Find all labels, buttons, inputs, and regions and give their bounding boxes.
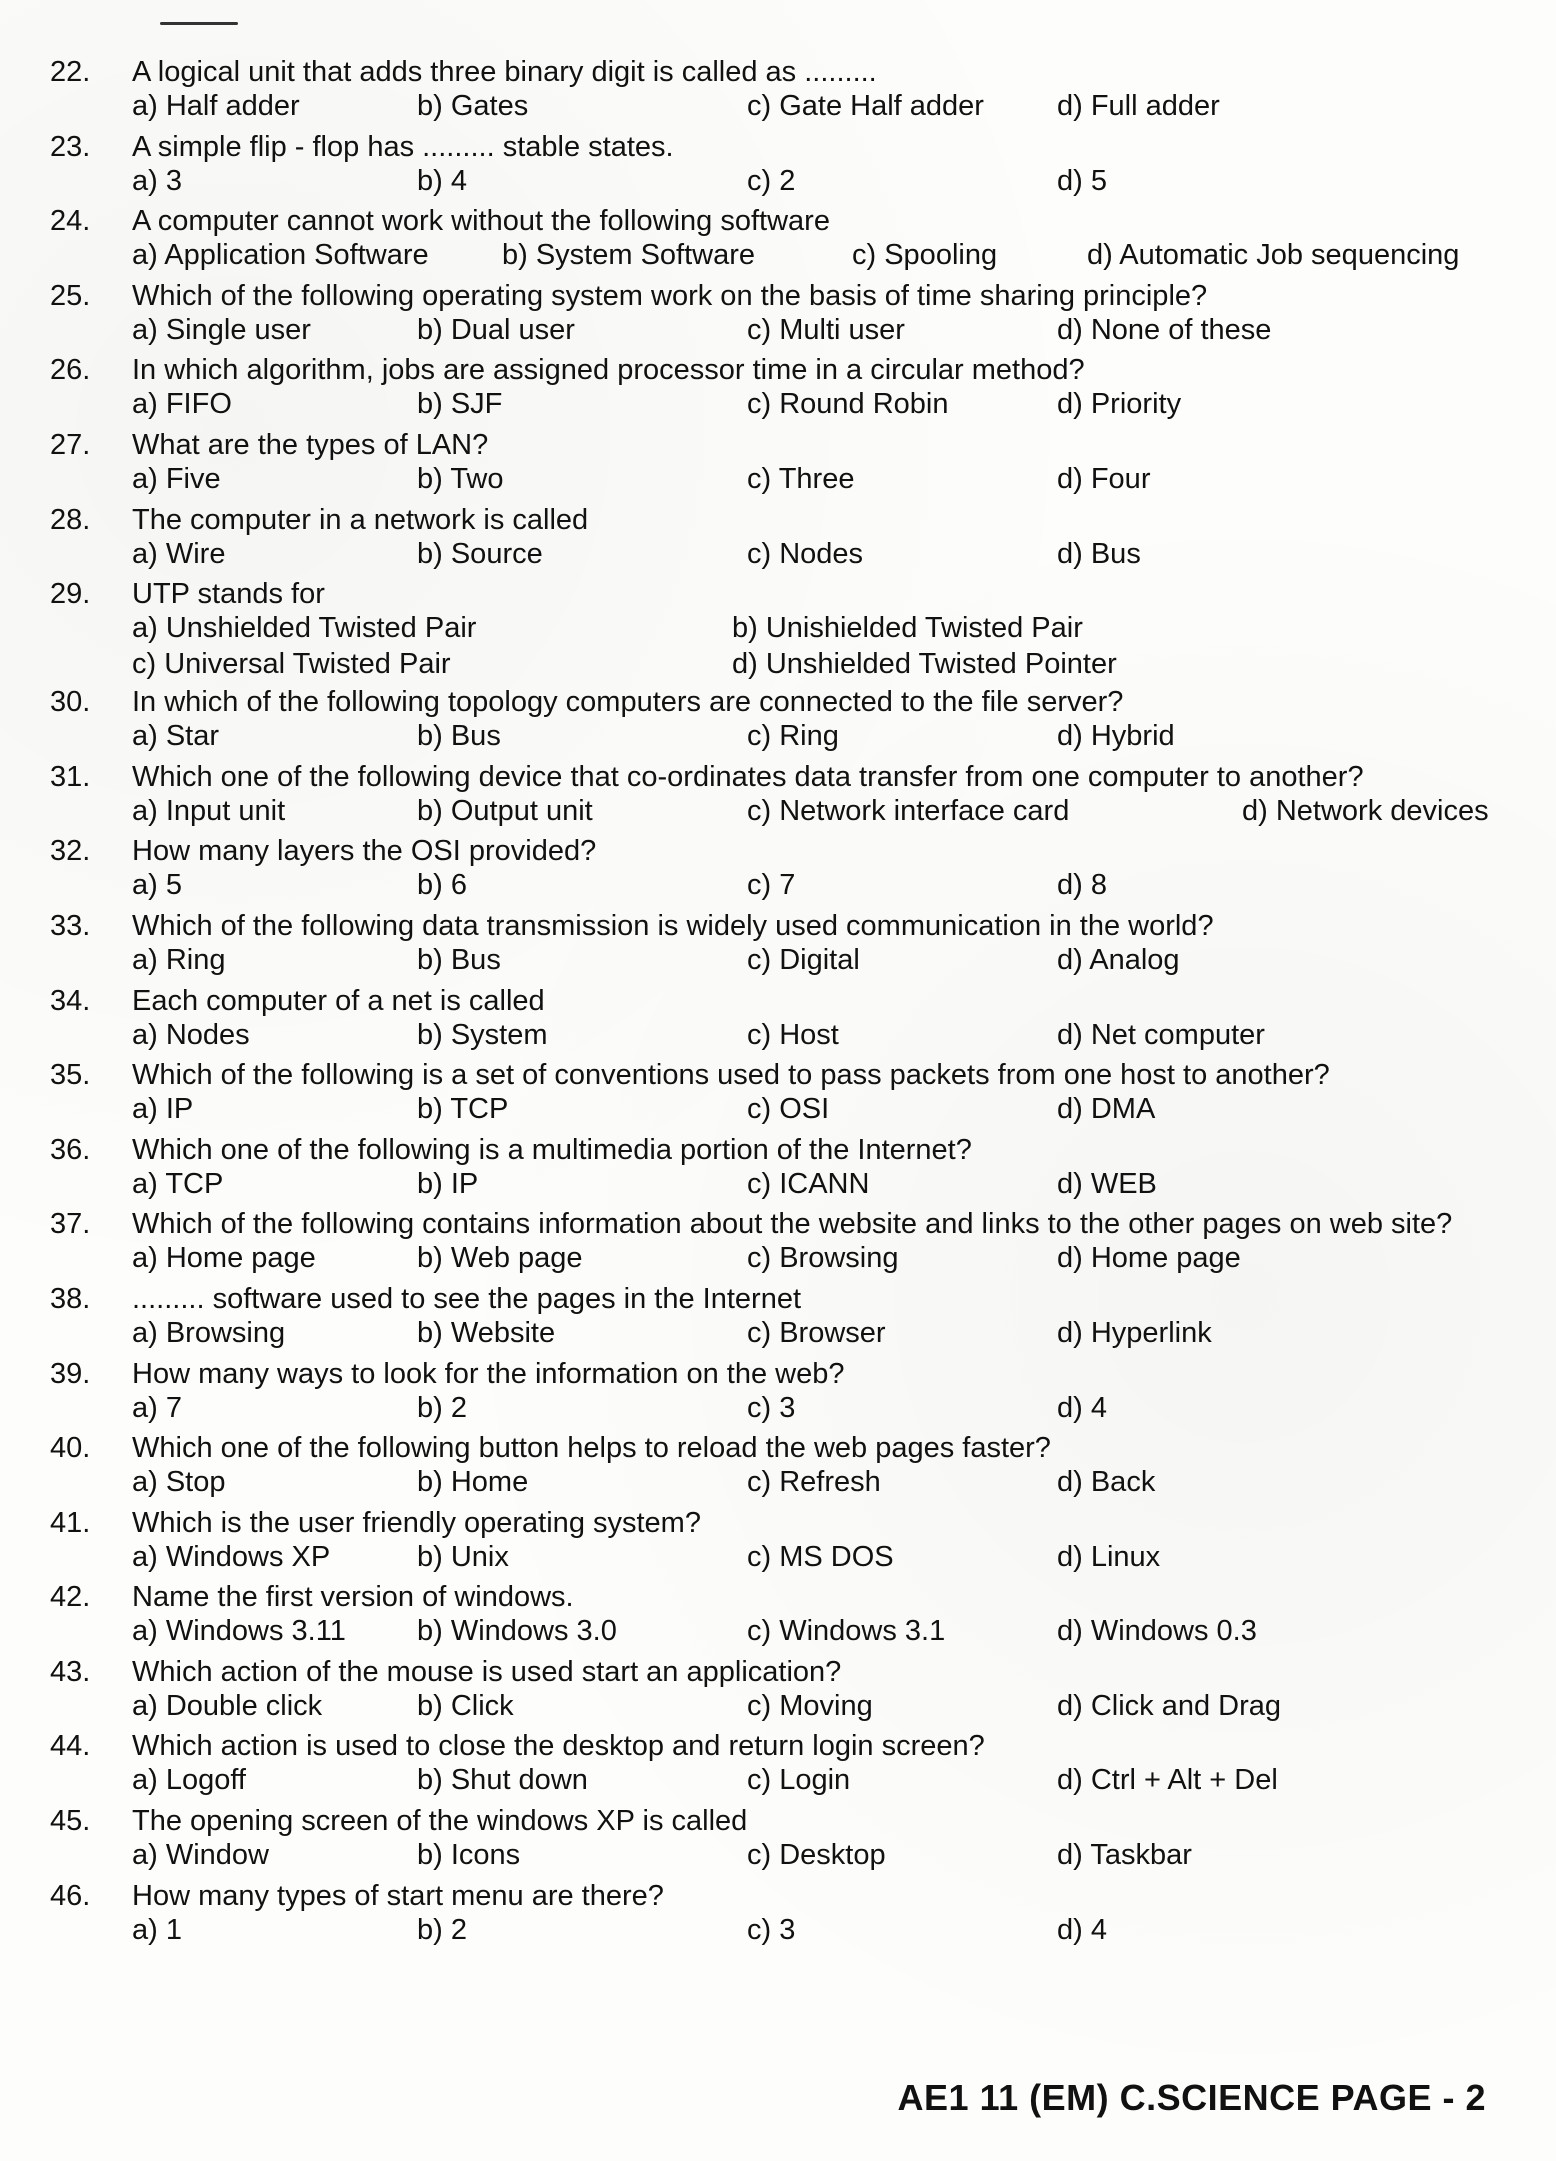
question-number: 29. bbox=[50, 578, 91, 611]
question-text: How many types of start menu are there? bbox=[132, 1879, 664, 1912]
question-text: Which one of the following button helps to reload the web pages faster? bbox=[132, 1432, 1051, 1465]
question-number: 33. bbox=[50, 909, 91, 942]
option-b: b) Shut down bbox=[417, 1764, 588, 1797]
option-d: d) Hyperlink bbox=[1057, 1316, 1212, 1349]
option-b: b) System bbox=[417, 1018, 548, 1051]
question-number: 27. bbox=[50, 428, 91, 461]
question-37 bbox=[42, 1204, 1502, 1279]
question-text: A computer cannot work without the following software bbox=[132, 205, 830, 238]
options bbox=[132, 1912, 1512, 1950]
question-number: 28. bbox=[50, 503, 91, 536]
option-a: a) Window bbox=[132, 1839, 269, 1872]
question-text: Which of the following is a set of conventions used to pass packets from one host to another? bbox=[132, 1059, 1330, 1092]
option-c: c) Network interface card bbox=[747, 794, 1070, 827]
option-a: a) Browsing bbox=[132, 1316, 286, 1349]
options bbox=[132, 536, 1512, 574]
options bbox=[132, 1017, 1512, 1055]
option-c: c) Refresh bbox=[747, 1466, 881, 1499]
question-text: The opening screen of the windows XP is called bbox=[132, 1805, 748, 1838]
option-d: d) Unshielded Twisted Pointer bbox=[732, 648, 1117, 681]
option-d: d) Net computer bbox=[1057, 1018, 1265, 1051]
option-c: c) Host bbox=[747, 1018, 839, 1051]
option-b: b) Gates bbox=[417, 90, 529, 122]
question-number: 31. bbox=[50, 760, 91, 793]
question-number: 32. bbox=[50, 835, 91, 868]
option-c: c) Round Robin bbox=[747, 388, 949, 421]
options bbox=[132, 942, 1512, 980]
question-25 bbox=[42, 276, 1502, 351]
option-d: d) 4 bbox=[1057, 1913, 1107, 1946]
question-text: How many layers the OSI provided? bbox=[132, 835, 597, 868]
option-d: d) Linux bbox=[1057, 1540, 1161, 1573]
options bbox=[132, 1315, 1512, 1353]
option-b: b) Source bbox=[417, 537, 543, 570]
options bbox=[132, 1688, 1512, 1726]
question-28 bbox=[42, 500, 1502, 575]
option-b: b) Bus bbox=[417, 943, 501, 976]
question-number: 41. bbox=[50, 1506, 91, 1539]
question-text: ......... software used to see the pages in the Internet bbox=[132, 1282, 802, 1315]
top-pen-mark bbox=[160, 22, 238, 25]
options bbox=[132, 793, 1512, 831]
option-c: c) 3 bbox=[747, 1391, 796, 1424]
option-d: d) 4 bbox=[1057, 1391, 1107, 1424]
question-text: Which is the user friendly operating system? bbox=[132, 1506, 701, 1539]
option-a: a) Wire bbox=[132, 537, 226, 570]
options bbox=[132, 1390, 1512, 1428]
options bbox=[132, 88, 1512, 126]
option-a: a) 1 bbox=[132, 1913, 182, 1946]
option-a: a) Double click bbox=[132, 1689, 323, 1722]
question-text: UTP stands for bbox=[132, 578, 325, 611]
question-number: 44. bbox=[50, 1730, 91, 1763]
option-b: b) System Software bbox=[502, 239, 756, 272]
question-34 bbox=[42, 981, 1502, 1056]
option-b: b) Home bbox=[417, 1466, 529, 1499]
question-44 bbox=[42, 1726, 1502, 1801]
options bbox=[132, 1464, 1512, 1502]
question-text: Which of the following data transmission is widely used communication in the world? bbox=[132, 909, 1214, 942]
option-a: a) Five bbox=[132, 462, 221, 495]
question-33 bbox=[42, 906, 1502, 981]
question-number: 26. bbox=[50, 354, 91, 387]
options bbox=[132, 1762, 1512, 1800]
option-d: d) Click and Drag bbox=[1057, 1689, 1282, 1722]
option-b: b) SJF bbox=[417, 388, 503, 421]
question-39 bbox=[42, 1354, 1502, 1429]
option-b: b) Bus bbox=[417, 720, 501, 753]
option-a: a) Logoff bbox=[132, 1764, 246, 1797]
question-number: 34. bbox=[50, 984, 91, 1017]
option-c: c) Three bbox=[747, 462, 855, 495]
option-b: b) Unix bbox=[417, 1540, 509, 1573]
question-number: 42. bbox=[50, 1581, 91, 1614]
option-c: c) Ring bbox=[747, 720, 839, 753]
option-b: b) Dual user bbox=[417, 313, 575, 346]
option-b: b) Icons bbox=[417, 1839, 521, 1872]
option-b: b) Unishielded Twisted Pair bbox=[732, 612, 1083, 645]
option-a: a) Windows XP bbox=[132, 1540, 331, 1573]
option-c: c) Universal Twisted Pair bbox=[132, 648, 451, 681]
option-b: b) IP bbox=[417, 1167, 479, 1200]
option-c: c) Browsing bbox=[747, 1242, 899, 1275]
question-text: Each computer of a net is called bbox=[132, 984, 545, 1017]
option-a: a) 7 bbox=[132, 1391, 182, 1424]
option-b: b) 4 bbox=[417, 164, 467, 197]
question-number: 43. bbox=[50, 1655, 91, 1688]
option-c: c) 7 bbox=[747, 869, 796, 902]
question-text: The computer in a network is called bbox=[132, 503, 589, 536]
options bbox=[132, 867, 1512, 905]
option-a: a) Application Software bbox=[132, 239, 429, 272]
question-number: 23. bbox=[50, 130, 91, 163]
question-number: 40. bbox=[50, 1432, 91, 1465]
question-text: How many ways to look for the information on the web? bbox=[132, 1357, 845, 1390]
question-text: Which of the following contains information about the website and links to the other pages on web site? bbox=[132, 1208, 1453, 1241]
question-text: What are the types of LAN? bbox=[132, 428, 489, 461]
question-number: 46. bbox=[50, 1879, 91, 1912]
option-d: d) 8 bbox=[1057, 869, 1107, 902]
option-b: b) Web page bbox=[417, 1242, 583, 1275]
question-45 bbox=[42, 1801, 1502, 1876]
option-a: a) Windows 3.11 bbox=[132, 1615, 346, 1648]
question-text: Which one of the following is a multimedia portion of the Internet? bbox=[132, 1133, 972, 1166]
option-d: d) 5 bbox=[1057, 164, 1107, 197]
option-c: c) Browser bbox=[747, 1316, 886, 1349]
option-d: d) Ctrl + Alt + Del bbox=[1057, 1764, 1278, 1797]
question-number: 35. bbox=[50, 1059, 91, 1092]
option-d: d) Home page bbox=[1057, 1242, 1241, 1275]
options bbox=[132, 718, 1512, 756]
option-d: d) Bus bbox=[1057, 537, 1141, 570]
option-c: c) 2 bbox=[747, 164, 796, 197]
option-c: c) ICANN bbox=[747, 1167, 870, 1200]
question-text: Which action of the mouse is used start an application? bbox=[132, 1655, 842, 1688]
question-30 bbox=[42, 682, 1502, 757]
option-d: d) Four bbox=[1057, 462, 1151, 495]
question-40 bbox=[42, 1428, 1502, 1503]
question-38 bbox=[42, 1279, 1502, 1354]
question-text: Which of the following operating system work on the basis of time sharing principle? bbox=[132, 279, 1208, 312]
option-a: a) TCP bbox=[132, 1167, 224, 1200]
option-a: a) Home page bbox=[132, 1242, 316, 1275]
options bbox=[132, 461, 1512, 499]
options bbox=[132, 1240, 1512, 1278]
question-number: 37. bbox=[50, 1208, 91, 1241]
question-42 bbox=[42, 1577, 1502, 1652]
option-a: a) Ring bbox=[132, 943, 226, 976]
question-24 bbox=[42, 201, 1502, 276]
option-d: d) Taskbar bbox=[1057, 1839, 1192, 1872]
option-d: d) Analog bbox=[1057, 943, 1180, 976]
question-22 bbox=[42, 52, 1502, 127]
option-b: b) 2 bbox=[417, 1913, 467, 1946]
option-c: c) Digital bbox=[747, 943, 860, 976]
option-a: a) IP bbox=[132, 1093, 194, 1126]
option-d: d) Automatic Job sequencing bbox=[1087, 239, 1460, 272]
question-35 bbox=[42, 1055, 1502, 1130]
question-text: In which algorithm, jobs are assigned processor time in a circular method? bbox=[132, 354, 1085, 387]
question-number: 39. bbox=[50, 1357, 91, 1390]
options bbox=[132, 163, 1512, 201]
option-b: b) TCP bbox=[417, 1093, 509, 1126]
question-text: In which of the following topology computers are connected to the file server? bbox=[132, 686, 1124, 719]
option-d: d) DMA bbox=[1057, 1093, 1156, 1126]
option-d: d) Windows 0.3 bbox=[1057, 1615, 1257, 1648]
options bbox=[132, 237, 1512, 275]
question-number: 25. bbox=[50, 279, 91, 312]
question-32 bbox=[42, 831, 1502, 906]
option-c: c) Windows 3.1 bbox=[747, 1615, 946, 1648]
page-footer: AE1 11 (EM) C.SCIENCE PAGE - 2 bbox=[897, 2077, 1486, 2118]
option-b: b) Two bbox=[417, 462, 504, 495]
question-number: 36. bbox=[50, 1133, 91, 1166]
option-c: c) OSI bbox=[747, 1093, 830, 1126]
options bbox=[132, 1613, 1512, 1651]
question-text: A simple flip - flop has ......... stable states. bbox=[132, 130, 674, 163]
question-text: Name the first version of windows. bbox=[132, 1581, 574, 1614]
option-a: a) FIFO bbox=[132, 388, 232, 421]
options bbox=[132, 386, 1512, 424]
question-number: 22. bbox=[50, 56, 91, 88]
option-a: a) Input unit bbox=[132, 794, 286, 827]
option-b: b) Output unit bbox=[417, 794, 593, 827]
question-27 bbox=[42, 425, 1502, 500]
question-23 bbox=[42, 127, 1502, 202]
question-number: 30. bbox=[50, 686, 91, 719]
option-d: d) Network devices bbox=[1242, 794, 1489, 827]
option-b: b) Click bbox=[417, 1689, 514, 1722]
option-c: c) 3 bbox=[747, 1913, 796, 1946]
option-a: a) 5 bbox=[132, 869, 182, 902]
question-number: 38. bbox=[50, 1282, 91, 1315]
option-a: a) 3 bbox=[132, 164, 182, 197]
option-a: a) Star bbox=[132, 720, 220, 753]
option-d: d) Hybrid bbox=[1057, 720, 1175, 753]
question-number: 24. bbox=[50, 205, 91, 238]
option-c: c) Spooling bbox=[852, 239, 998, 272]
option-c: c) Multi user bbox=[747, 313, 905, 346]
option-a: a) Unshielded Twisted Pair bbox=[132, 612, 477, 645]
options bbox=[132, 1091, 1512, 1129]
option-c: c) Nodes bbox=[747, 537, 864, 570]
option-b: b) Windows 3.0 bbox=[417, 1615, 617, 1648]
question-list bbox=[42, 52, 1502, 1950]
option-d: d) WEB bbox=[1057, 1167, 1157, 1200]
options bbox=[132, 1539, 1512, 1577]
options bbox=[132, 610, 1512, 686]
option-a: a) Stop bbox=[132, 1466, 226, 1499]
option-c: c) MS DOS bbox=[747, 1540, 894, 1573]
question-29 bbox=[42, 574, 1502, 682]
option-d: d) Full adder bbox=[1057, 90, 1220, 122]
options bbox=[132, 1166, 1512, 1204]
question-43 bbox=[42, 1652, 1502, 1727]
option-d: d) Back bbox=[1057, 1466, 1156, 1499]
option-b: b) 2 bbox=[417, 1391, 467, 1424]
option-c: c) Gate Half adder bbox=[747, 90, 984, 122]
option-d: d) None of these bbox=[1057, 313, 1272, 346]
option-a: a) Nodes bbox=[132, 1018, 250, 1051]
question-31 bbox=[42, 757, 1502, 832]
question-36 bbox=[42, 1130, 1502, 1205]
question-26 bbox=[42, 350, 1502, 425]
option-a: a) Half adder bbox=[132, 90, 300, 122]
question-text: A logical unit that adds three binary digit is called as ......... bbox=[132, 56, 877, 88]
question-text: Which one of the following device that co-ordinates data transfer from one computer to another? bbox=[132, 760, 1364, 793]
options bbox=[132, 312, 1512, 350]
option-c: c) Desktop bbox=[747, 1839, 886, 1872]
question-text: Which action is used to close the desktop and return login screen? bbox=[132, 1730, 985, 1763]
option-d: d) Priority bbox=[1057, 388, 1182, 421]
option-b: b) Website bbox=[417, 1316, 556, 1349]
option-b: b) 6 bbox=[417, 869, 467, 902]
question-41 bbox=[42, 1503, 1502, 1578]
options bbox=[132, 1837, 1512, 1875]
question-46 bbox=[42, 1876, 1502, 1951]
option-a: a) Single user bbox=[132, 313, 311, 346]
option-c: c) Login bbox=[747, 1764, 851, 1797]
option-c: c) Moving bbox=[747, 1689, 873, 1722]
question-number: 45. bbox=[50, 1805, 91, 1838]
